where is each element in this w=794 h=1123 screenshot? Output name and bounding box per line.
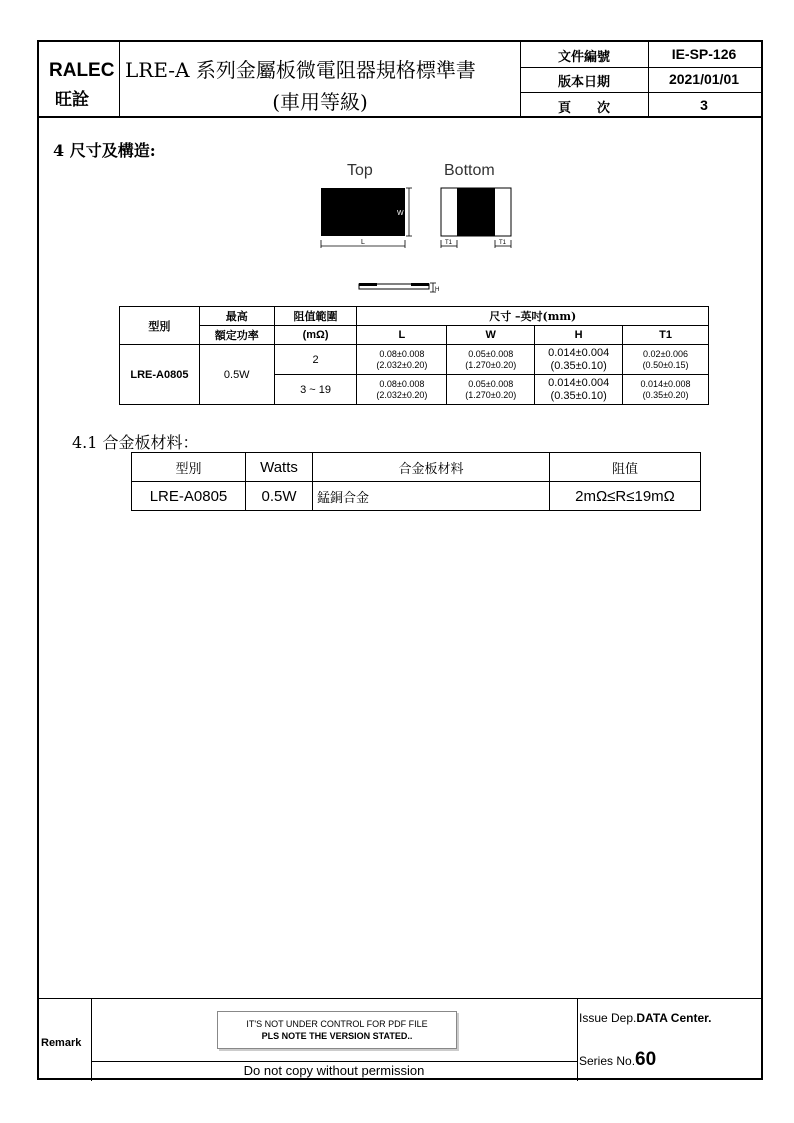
- th-range-2: (mΩ): [274, 326, 357, 345]
- bottom-view-body: [457, 188, 495, 236]
- bottom-view-label: Bottom: [444, 162, 495, 179]
- section-title: 4 尺寸及構造:: [53, 141, 156, 160]
- th-resistance: 阻值: [550, 453, 701, 482]
- footer-divider: [577, 999, 578, 1081]
- cell-resistance: 2mΩ≤R≤19mΩ: [550, 482, 701, 511]
- series-no: Series No.60: [579, 1049, 657, 1070]
- meta-value-doc-no: IE-SP-126: [671, 46, 737, 62]
- dim-l-label: L: [361, 239, 365, 246]
- doc-title: LRE-A 系列金屬板微電阻器規格標準書: [125, 58, 476, 82]
- dim-t1-label-right: T1: [499, 240, 507, 246]
- table-row: [132, 482, 701, 511]
- th-type: 型別: [120, 307, 200, 345]
- notice-line-2: PLS NOTE THE VERSION STATED..: [261, 1031, 413, 1041]
- doc-subtitle: (車用等級): [272, 90, 368, 114]
- cell-watts: 0.5W: [246, 482, 313, 511]
- meta-value-date: 2021/01/01: [668, 71, 740, 87]
- top-view-body: [321, 188, 405, 236]
- page-frame: [37, 40, 763, 1080]
- pdf-notice: [217, 1011, 457, 1049]
- dimension-table: [119, 306, 709, 405]
- notice-line-1: IT'S NOT UNDER CONTROL FOR PDF FILE: [246, 1019, 428, 1029]
- cell-t1: 0.014±0.008 (0.35±0.20): [623, 375, 709, 405]
- header-row-line: [520, 92, 761, 93]
- cell-t1: 0.02±0.006 (0.50±0.15): [623, 345, 709, 375]
- th-dimensions: 尺寸 –英吋(mm): [357, 307, 709, 326]
- cell-alloy: 錳銅合金: [313, 482, 550, 511]
- header-divider: [119, 42, 120, 118]
- no-copy-note: Do not copy without permission: [243, 1063, 425, 1078]
- meta-label-date: 版本日期: [557, 75, 610, 90]
- th-l: L: [357, 326, 447, 345]
- issue-dep: Issue Dep.DATA Center.: [579, 1011, 712, 1025]
- th-power-2: 額定功率: [199, 326, 274, 345]
- th-w: W: [447, 326, 535, 345]
- cell-model: LRE-A0805: [132, 482, 246, 511]
- top-view-label: Top: [347, 162, 373, 179]
- footer-row-line: [91, 1061, 577, 1062]
- brand-en: RALEC: [49, 60, 115, 81]
- meta-value-page: 3: [700, 97, 708, 113]
- dim-t1-label-left: T1: [445, 240, 453, 246]
- th-t1: T1: [623, 326, 709, 345]
- th-range-1: 阻值範圍: [274, 307, 357, 326]
- cell-w: 0.05±0.008 (1.270±0.20): [447, 375, 535, 405]
- document-footer: [39, 998, 761, 1080]
- cell-l: 0.08±0.008 (2.032±0.20): [357, 375, 447, 405]
- th-h: H: [535, 326, 623, 345]
- dim-w-label: W: [397, 210, 404, 217]
- cell-h: 0.014±0.004 (0.35±0.10): [535, 345, 623, 375]
- construction-diagram: [309, 182, 529, 302]
- cell-l: 0.08±0.008 (2.032±0.20): [357, 345, 447, 375]
- document-header: [39, 42, 761, 118]
- cell-h: 0.014±0.004 (0.35±0.10): [535, 375, 623, 405]
- meta-label-page: 頁 次: [557, 101, 610, 116]
- th-power-1: 最高: [199, 307, 274, 326]
- material-section-title: 4.1 合金板材料：: [72, 433, 199, 452]
- remark-label: Remark: [41, 1037, 82, 1049]
- th-type: 型別: [132, 453, 246, 482]
- meta-label-doc-no: 文件編號: [557, 50, 610, 65]
- cell-power: 0.5W: [199, 345, 274, 405]
- table-row: [120, 345, 709, 375]
- th-watts: Watts: [246, 453, 313, 482]
- brand-zh: 旺詮: [55, 90, 89, 110]
- dim-h-label: H: [435, 287, 440, 293]
- cell-range: 2: [274, 345, 357, 375]
- cell-model: LRE-A0805: [120, 345, 200, 405]
- header-row-line: [520, 67, 761, 68]
- cell-w: 0.05±0.008 (1.270±0.20): [447, 345, 535, 375]
- material-table: [131, 452, 701, 511]
- th-alloy: 合金板材料: [313, 453, 550, 482]
- cell-range: 3 ~ 19: [274, 375, 357, 405]
